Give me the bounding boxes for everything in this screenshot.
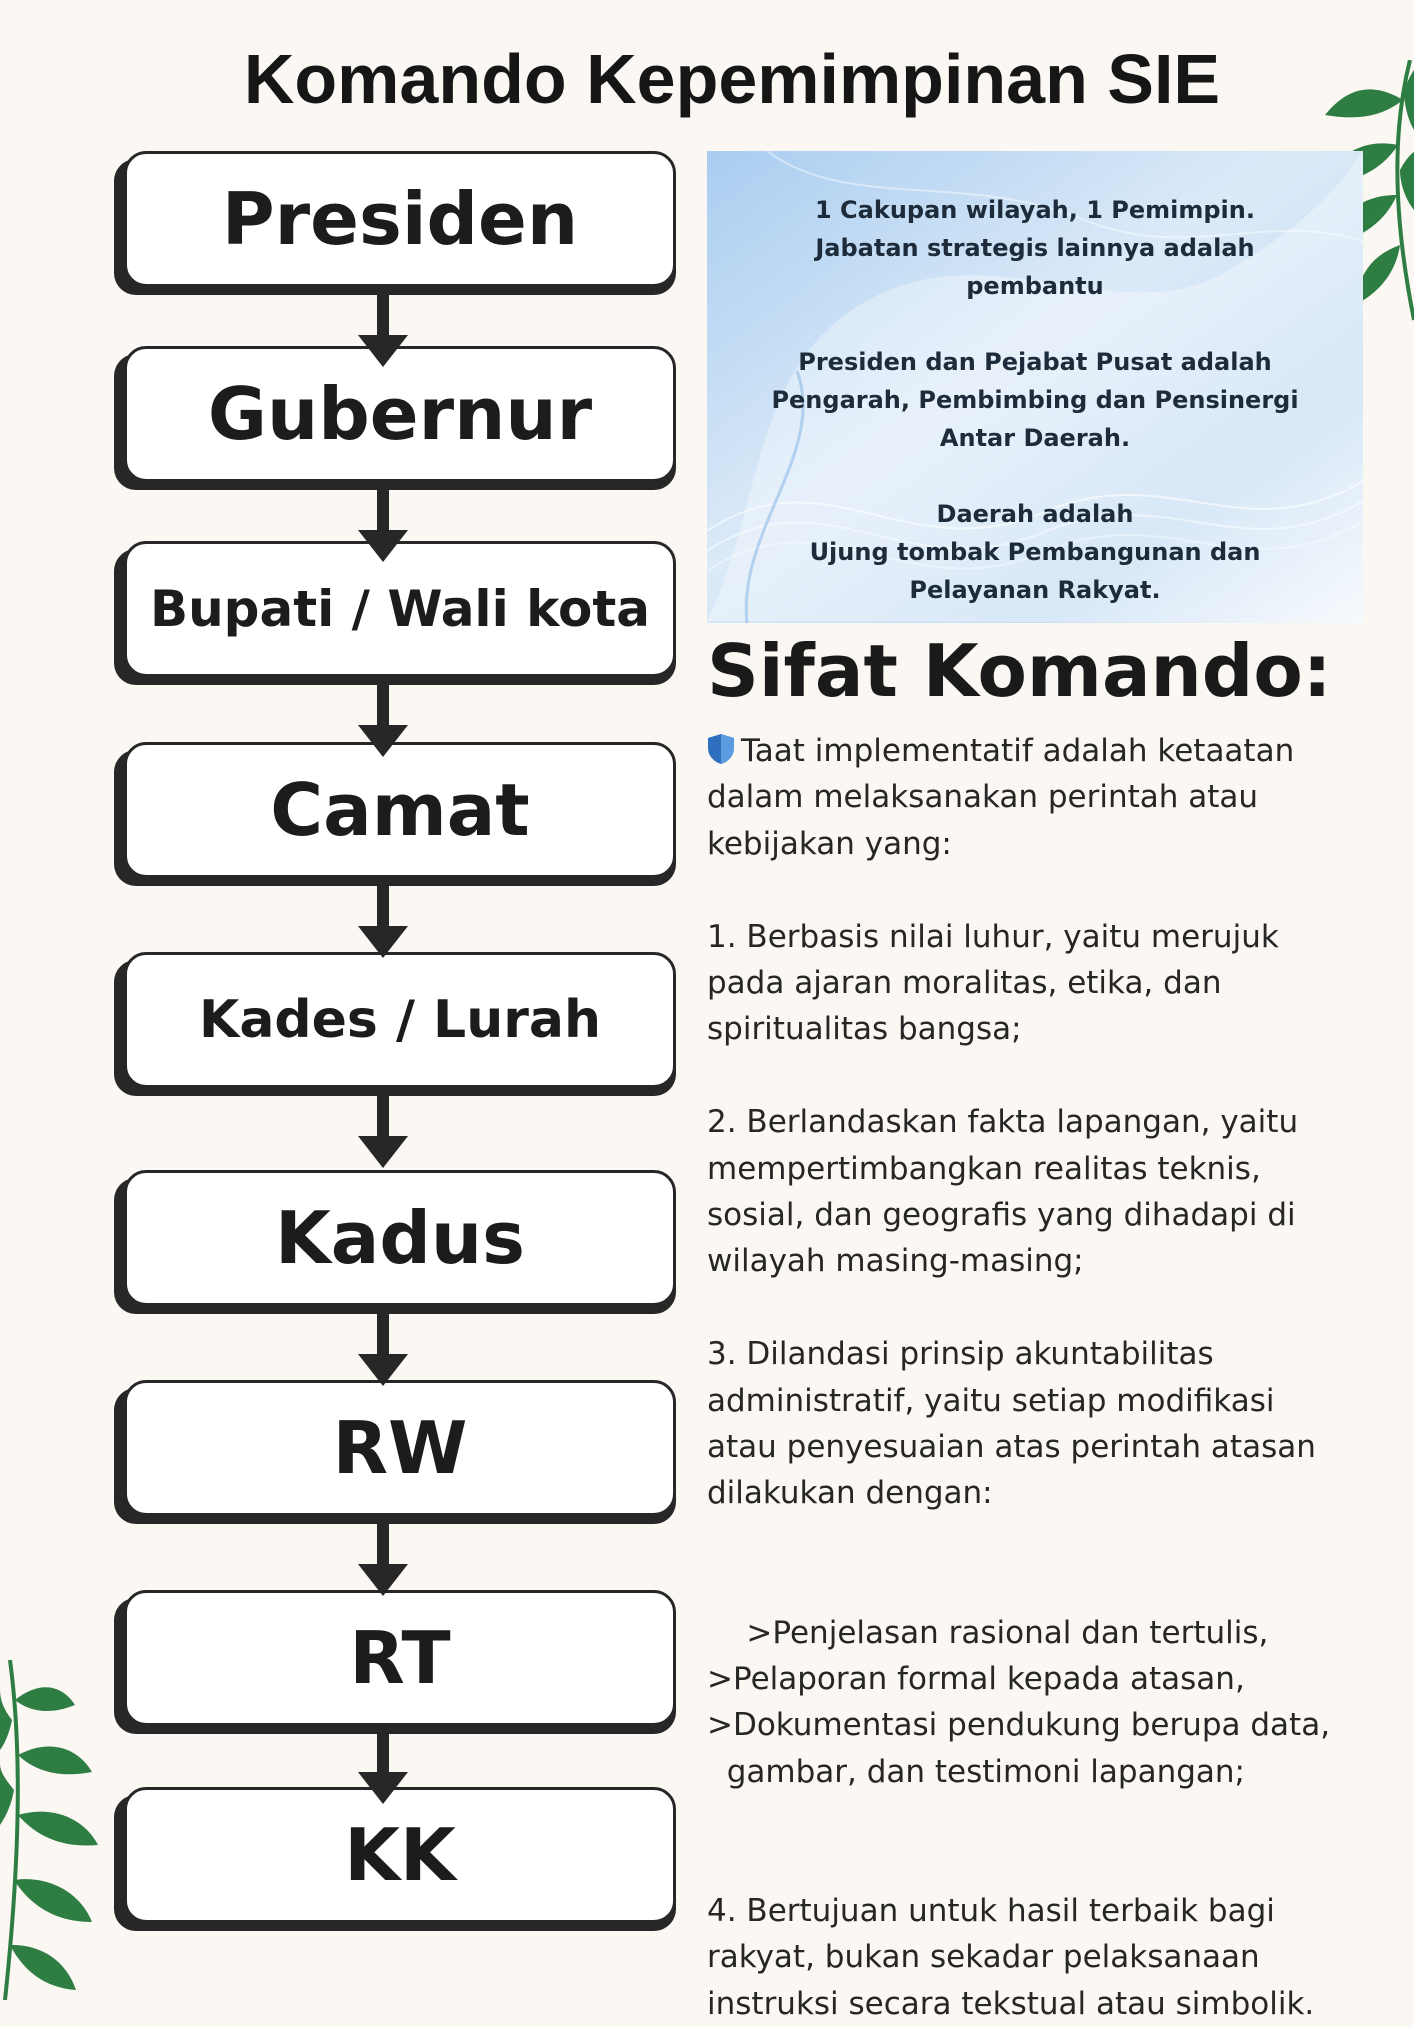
level-presiden bbox=[114, 151, 676, 287]
card-text bbox=[707, 191, 1363, 609]
level-label: Presiden bbox=[221, 177, 579, 261]
intro-paragraph: Taat implementatif adalah ketaatan dalam melaksanakan perintah atau kebijakan yang: bbox=[707, 733, 1295, 862]
level-label: Camat bbox=[270, 768, 530, 852]
card-paragraph: Presiden dan Pejabat Pusat adalah Pengarah, Pembimbing dan Pensinergi Antar Daerah. bbox=[771, 348, 1299, 452]
shield-icon bbox=[707, 733, 735, 765]
down-arrow-icon bbox=[358, 685, 408, 759]
level-label: KK bbox=[344, 1813, 456, 1897]
down-arrow-icon bbox=[358, 886, 408, 960]
page-title: Komando Kepemimpinan SIE bbox=[243, 40, 1221, 118]
level-rw bbox=[114, 1380, 676, 1516]
section-heading: Sifat Komando: bbox=[707, 629, 1332, 713]
point-2: 2. Berlandaskan fakta lapangan, yaitu mempertimbangkan realitas teknis, sosial, dan geografis yang dihadapi di wilayah masing-masing; bbox=[707, 1104, 1299, 1280]
down-arrow-icon bbox=[358, 1314, 408, 1388]
down-arrow-icon bbox=[358, 1524, 408, 1598]
down-arrow-icon bbox=[358, 1732, 408, 1806]
level-label: Kadus bbox=[274, 1196, 526, 1280]
level-kadus bbox=[114, 1170, 676, 1306]
point-1: 1. Berbasis nilai luhur, yaitu merujuk pada ajaran moralitas, etika, dan spiritualitas bangsa; bbox=[707, 918, 1279, 1048]
level-label: RT bbox=[349, 1616, 451, 1700]
level-rt bbox=[114, 1590, 676, 1726]
point-4: 4. Bertujuan untuk hasil terbaik bagi rakyat, bukan sekadar pelaksanaan instruksi secara tekstual atau simbolik. bbox=[707, 1893, 1315, 2022]
point-3: 3. Dilandasi prinsip akuntabilitas administratif, yaitu setiap modifikasi atau penyesuaian atas perintah atasan dilakukan dengan: bbox=[707, 1336, 1316, 1512]
level-kades-lurah bbox=[114, 952, 676, 1088]
card-paragraph: 1 Cakupan wilayah, 1 Pemimpin. Jabatan strategis lainnya adalah pembantu bbox=[815, 196, 1255, 300]
sifat-body bbox=[707, 728, 1367, 2027]
level-label: Bupati / Wali kota bbox=[149, 580, 651, 638]
level-label: RW bbox=[332, 1406, 468, 1490]
info-card bbox=[707, 151, 1363, 623]
down-arrow-icon bbox=[358, 295, 408, 369]
down-arrow-icon bbox=[358, 490, 408, 564]
down-arrow-icon bbox=[358, 1096, 408, 1170]
level-label: Kades / Lurah bbox=[199, 990, 601, 1050]
level-label: Gubernur bbox=[207, 372, 593, 456]
card-paragraph: Daerah adalah Ujung tombak Pembangunan dan Pelayanan Rakyat. bbox=[809, 500, 1261, 604]
subpoints: >Penjelasan rasional dan tertulis, >Pelaporan formal kepada atasan, >Dokumentasi pendukung berupa data, gambar, dan testimoni lapangan; bbox=[707, 1614, 1331, 1790]
level-kk bbox=[114, 1787, 676, 1923]
leaf-decoration-bottom-left bbox=[0, 1660, 120, 2000]
level-camat bbox=[114, 742, 676, 878]
